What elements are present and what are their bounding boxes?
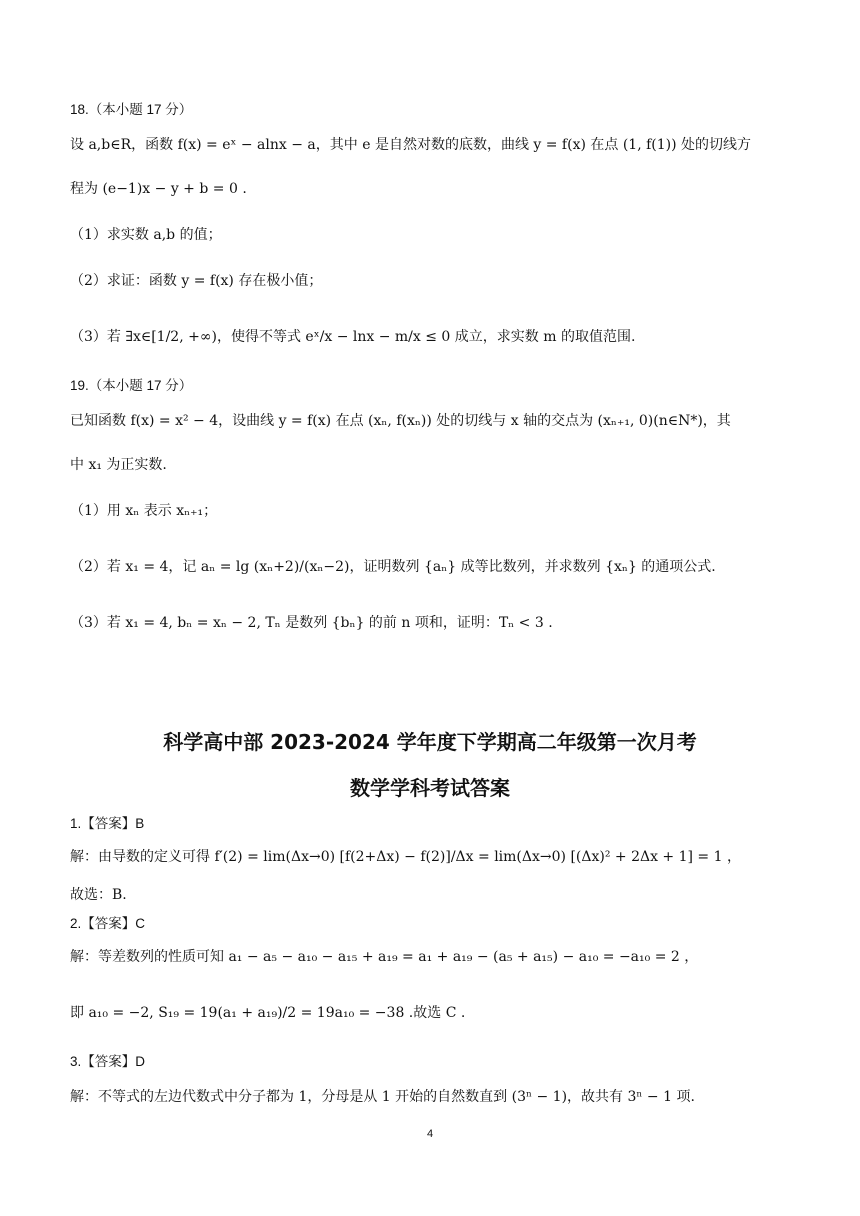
page-number: 4 [426, 1128, 434, 1140]
answer-1-header: 1.【答案】B [70, 816, 145, 831]
q19-part2: （2）若 x₁ = 4，记 aₙ = lg (xₙ+2)/(xₙ−2)，证明数列 {aₙ} 成等比数列，并求数列 {xₙ} 的通项公式. [70, 559, 716, 575]
answer-3-line1: 解：不等式的左边代数式中分子都为 1，分母是从 1 开始的自然数直到 (3ⁿ − 1)，故共有 3ⁿ − 1 项. [70, 1089, 695, 1105]
answers-title: 科学高中部 2023-2024 学年度下学期高二年级第一次月考 [163, 730, 697, 754]
q18-part2: （2）求证：函数 y = f(x) 存在极小值； [70, 273, 323, 289]
q18-stem-line2: 程为 (e−1)x − y + b = 0 . [70, 181, 247, 197]
q18-stem-line1: 设 a,b∈R，函数 f(x) = eˣ − alnx − a，其中 e 是自然对数的底数，曲线 y = f(x) 在点 (1, f(1)) 处的切线方 [70, 137, 752, 153]
q19-stem-line1: 已知函数 f(x) = x² − 4，设曲线 y = f(x) 在点 (xₙ, f(xₙ)) 处的切线与 x 轴的交点为 (xₙ₊₁, 0)(n∈N*)，其 [70, 413, 731, 429]
q18-part1: （1）求实数 a,b 的值； [70, 227, 222, 243]
q18-part3: （3）若 ∃x∈[1/2, +∞)，使得不等式 eˣ/x − lnx − m/x ≤ 0 成立，求实数 m 的取值范围. [70, 329, 636, 345]
answers-subtitle: 数学学科考试答案 [350, 776, 510, 800]
answer-2-line1: 解：等差数列的性质可知 a₁ − a₅ − a₁₀ − a₁₅ + a₁₉ = a₁ + a₁₉ − (a₅ + a₁₅) − a₁₀ = −a₁₀ = 2 ， [70, 949, 699, 965]
q19-header: 19.（本小题 17 分） [70, 378, 193, 393]
q19-part1: （1）用 xₙ 表示 xₙ₊₁； [70, 503, 218, 519]
answer-1-line1: 解：由导数的定义可得 f′(2) = lim(Δx→0) [f(2+Δx) − f(2)]/Δx = lim(Δx→0) [(Δx)² + 2Δx + 1] = 1 ， [70, 849, 741, 865]
q18-header: 18.（本小题 17 分） [70, 102, 193, 117]
answer-3-header: 3.【答案】D [70, 1054, 146, 1069]
answer-1-line2: 故选：B. [70, 887, 127, 903]
q19-stem-line2: 中 x₁ 为正实数. [70, 457, 167, 473]
q19-part3: （3）若 x₁ = 4, bₙ = xₙ − 2, Tₙ 是数列 {bₙ} 的前 n 项和，证明：Tₙ < 3 . [70, 615, 553, 631]
answer-2-line2: 即 a₁₀ = −2, S₁₉ = 19(a₁ + a₁₉)/2 = 19a₁₀ = −38 .故选 C . [70, 1005, 466, 1021]
answer-2-header: 2.【答案】C [70, 916, 146, 931]
